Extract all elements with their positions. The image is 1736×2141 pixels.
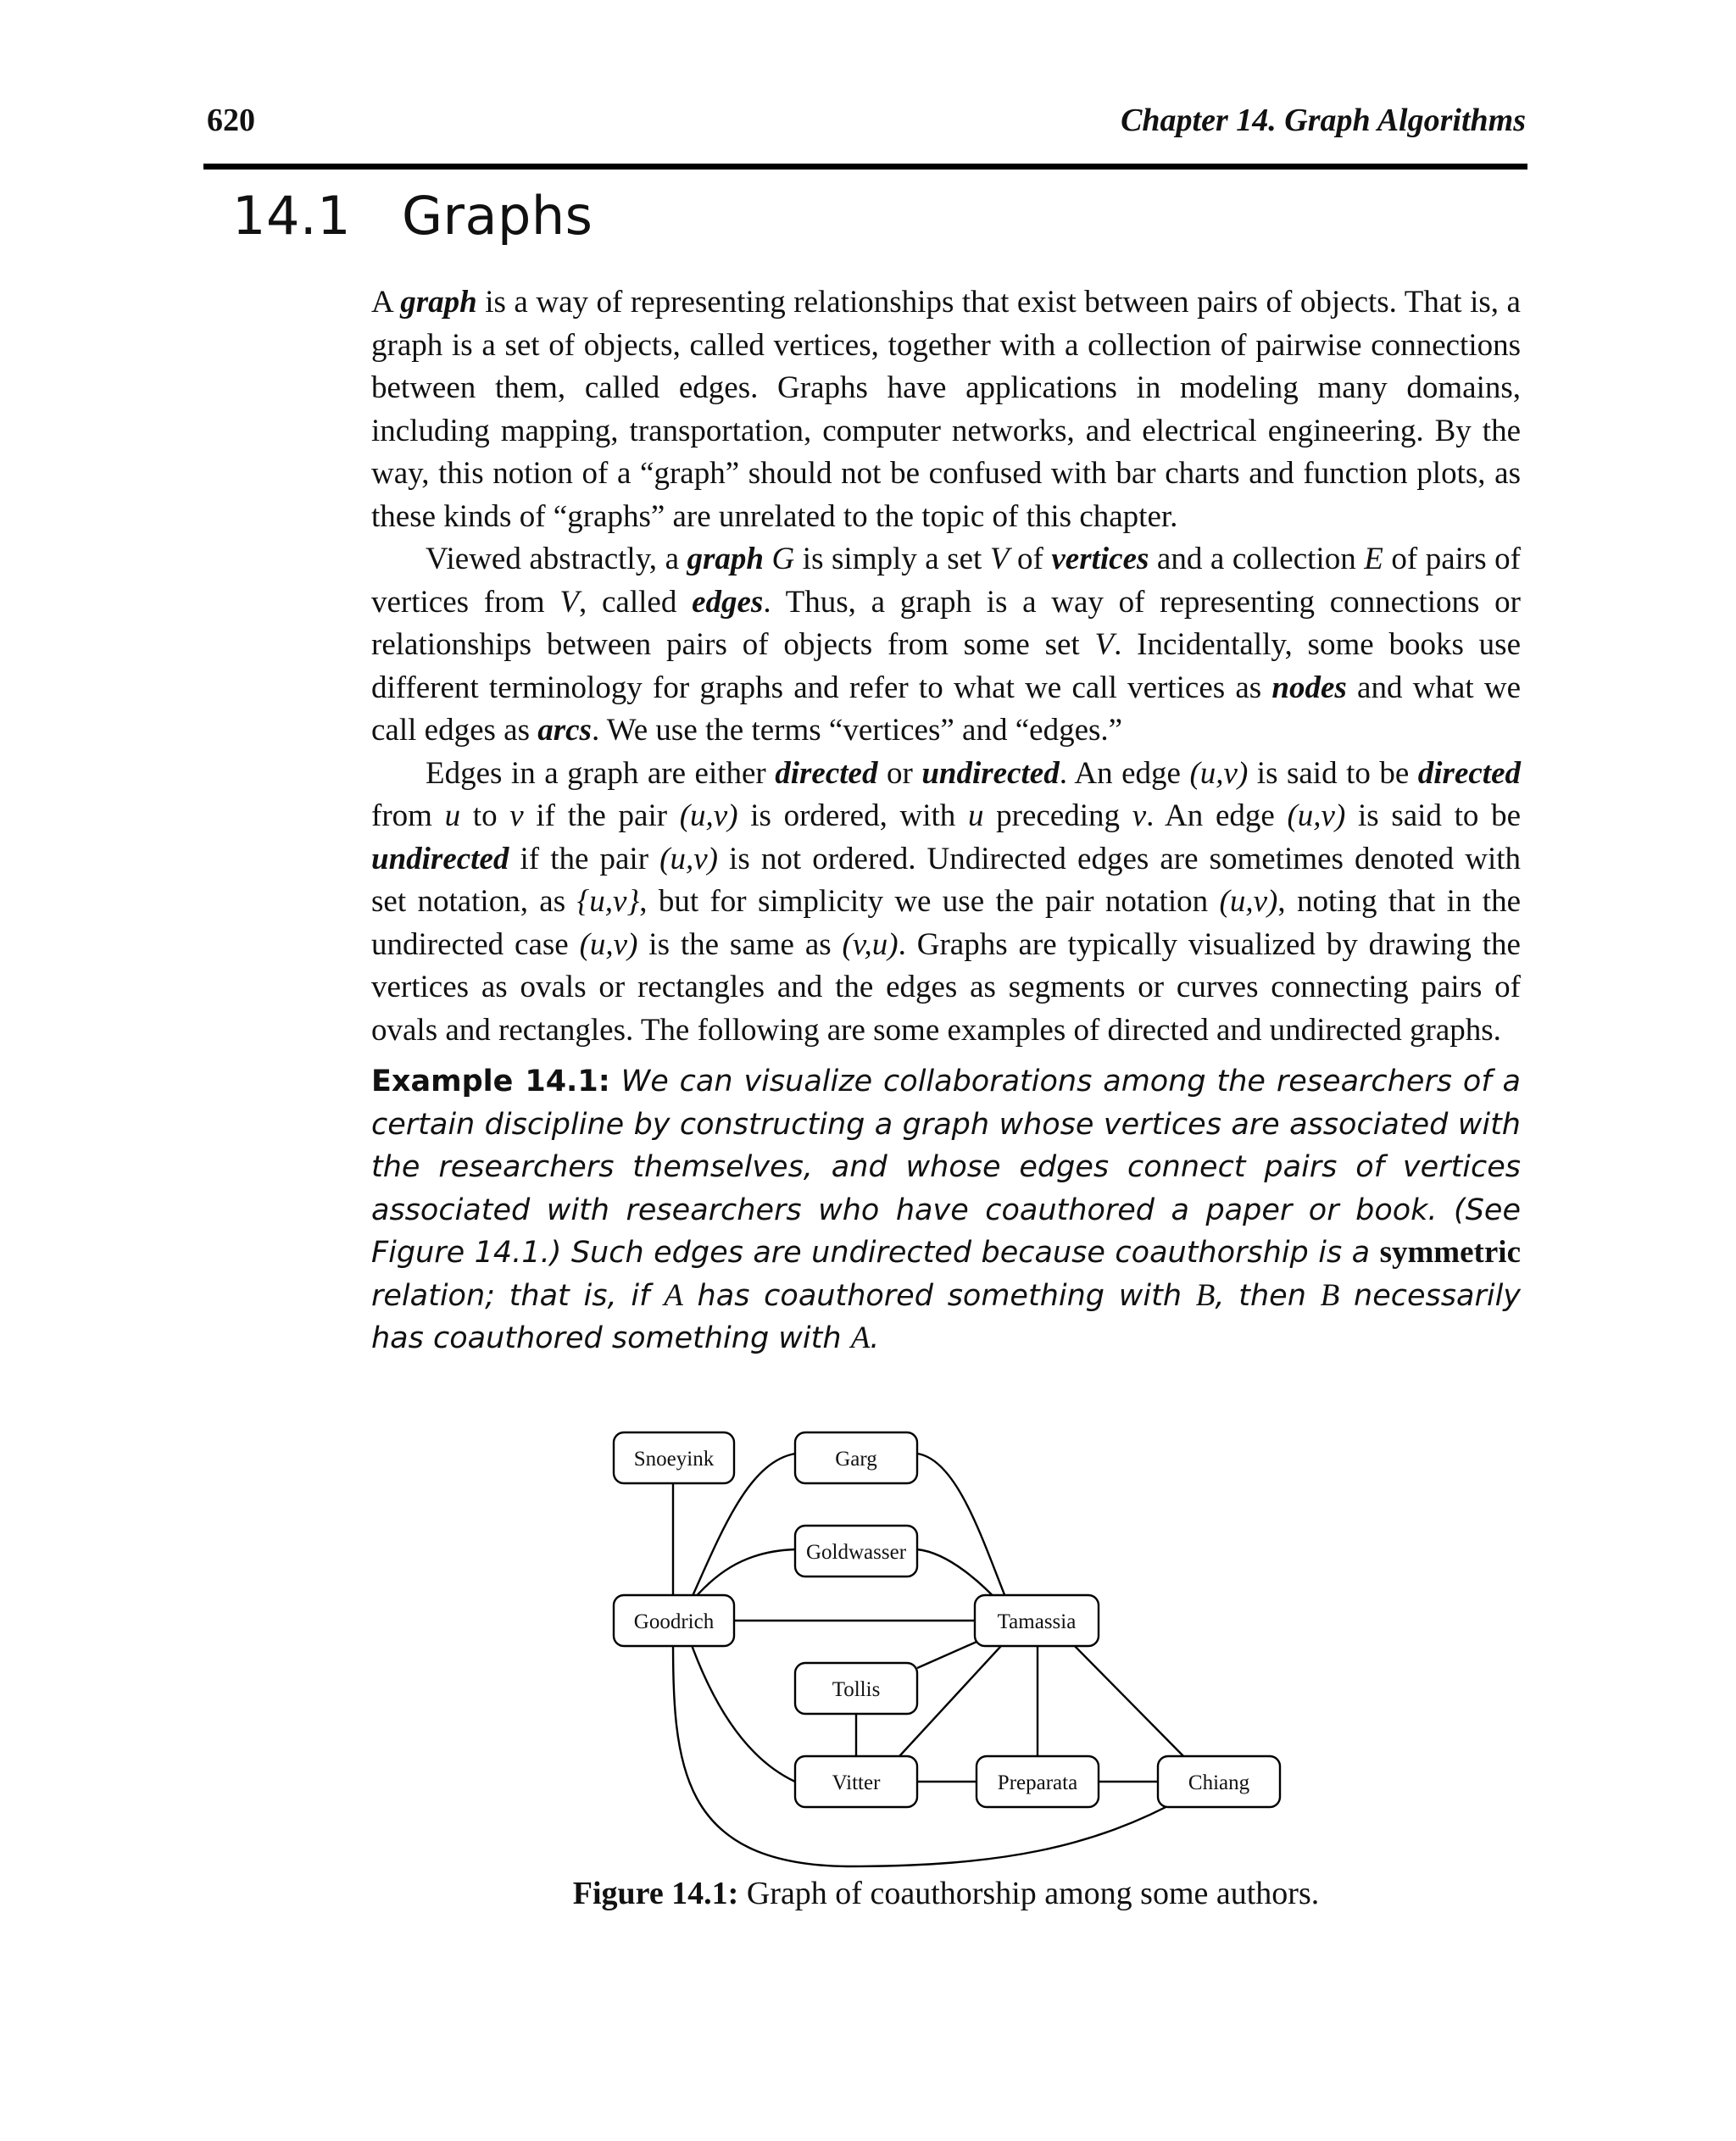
example-label: Example 14.1: [371,1065,610,1098]
body-text [371,281,1521,1360]
text: and what we call edges as [371,670,1521,748]
node-tamassia [975,1595,1099,1646]
text: . An edge [1146,798,1288,833]
node-label: Tamassia [997,1610,1077,1633]
text: . Incidentally, some books use different terminology for graphs and refer to what we call vertices as [371,627,1521,705]
text: . We use the terms “vertices” and “edges.” [591,713,1123,748]
text: of pairs of vertices from [371,542,1521,620]
text: . Graphs are typically visualized by drawing the vertices as ovals or rectangles and the edges as segments or curves connecting pairs of ovals and rectangles. The following are some examples of directed and undirected graphs. [371,926,1521,1048]
text: is simply a set [794,542,990,576]
text: is a way of representing relationships that exist between pairs of objects. That is, a graph is a set of objects, called vertices, together with a collection of pairwise connections between them, called edges. Graphs have applications in modeling many domains, including mapping, transportation, computer networks, and electrical engineering. By the way, this notion of a “graph” should not be confused with bar charts and function plots, as these kinds of “graphs” are unrelated to the topic of this chapter. [371,285,1521,534]
running-header [207,95,1526,146]
running-title: Chapter 14. Graph Algorithms [1121,103,1526,138]
node-label: Goldwasser [805,1541,907,1564]
figure-caption [371,1875,1521,1912]
node-goodrich [614,1595,734,1646]
text: from [371,798,445,833]
math-pair: (u,v) [579,926,638,962]
math-pair: (u,v) [1287,798,1346,833]
math-u: u [444,798,461,833]
math-pair: (u,v) [659,841,718,876]
node-vitter [795,1756,917,1807]
math-pair: (u,v) [679,798,738,833]
math-B: B [1320,1277,1340,1313]
text: We can visualize collaborations among the researchers of a certain discipline by constructing a graph whose vertices are associated with the researchers themselves, and whose edges connect pairs of vertices associated with researchers who have coauthored a paper or book. (See Figure 14.1.) Such edges are undirected because coauthorship is a [371,1065,1522,1270]
math-G: G [771,542,795,576]
text: . An edge [1059,755,1190,791]
math-V: V [559,584,580,620]
math-E: E [1364,542,1383,576]
edge-goodrich-vitter [688,1636,795,1782]
text: or [877,755,922,791]
page-number: 620 [207,103,255,138]
node-label: Vitter [832,1771,881,1794]
term-symmetric: symmetric [1379,1235,1521,1270]
text: relation; that is, if [371,1278,665,1313]
text: , noting that in the undirected case [371,884,1522,962]
section-heading [232,185,593,247]
paragraph-directed-undirected [371,753,1521,1053]
text: preceding [983,798,1132,833]
term-graph: graph [687,542,765,576]
math-A: A [664,1277,683,1313]
coauthorship-graph [509,1407,1322,1882]
term-undirected: undirected [371,841,509,876]
term-nodes: nodes [1271,670,1347,705]
text: if the pair [523,798,680,833]
header-rule [203,164,1527,170]
math-u: u [967,798,984,833]
node-label: Garg [835,1448,877,1471]
math-pair: (u,v) [1189,755,1249,791]
term-graph: graph [400,285,477,320]
node-label: Snoeyink [633,1448,715,1471]
text: is ordered, with [737,798,968,833]
node-label: Tollis [832,1678,881,1701]
text: , called [579,584,693,620]
text: , but for simplicity we use the pair notation [639,884,1220,919]
example-body [371,1065,1521,1355]
text: is the same as [637,926,843,962]
term-undirected: undirected [921,755,1060,791]
text: is said to be [1248,755,1418,791]
text: is not ordered. Undirected edges are sometimes denoted with set notation, as [371,841,1522,919]
paragraph-graph-definition [371,281,1521,538]
caption-label: Figure 14.1: [572,1876,739,1911]
math-v: v [1132,798,1147,833]
math-pair: (v,u) [842,926,899,962]
node-snoeyink [614,1432,734,1483]
text: Edges in a graph are either [426,755,776,791]
math-V: V [989,542,1010,576]
edge-goodrich-chiang [673,1636,1185,1866]
text: of [1009,542,1052,576]
math-v: v [509,798,524,833]
math-B: B [1195,1277,1216,1313]
section-title: Graphs [402,185,593,247]
math-V: V [1094,627,1115,662]
node-label: Chiang [1188,1771,1250,1794]
text: necessarily has coauthored something with [371,1278,1522,1355]
section-number: 14.1 [232,185,352,247]
text: to [460,798,510,833]
text: , then [1215,1278,1321,1313]
term-directed: directed [775,755,878,791]
term-vertices: vertices [1051,542,1149,576]
term-directed: directed [1417,755,1521,791]
math-set: {u,v} [576,884,640,919]
node-tollis [795,1663,917,1714]
node-chiang [1158,1756,1280,1807]
text: is said to be [1345,798,1521,833]
text: . Thus, a graph is a way of representing connections or relationships between pairs of objects from some set [371,584,1521,662]
text: . [870,1321,880,1355]
node-label: Preparata [997,1771,1078,1794]
paragraph-abstract-definition [371,538,1521,753]
text: and a collection [1149,542,1365,576]
text: Viewed abstractly, a [426,542,687,576]
node-preparata [976,1756,1099,1807]
node-label: Goodrich [633,1610,715,1633]
caption-text: Graph of coauthorship among some authors. [738,1876,1320,1911]
math-A: A [850,1321,871,1355]
text: if the pair [509,841,660,876]
edge-tamassia-chiang [1065,1636,1194,1766]
edge-garg-tamassia [917,1454,1009,1605]
text: A [371,285,401,320]
example-14-1 [371,1060,1521,1360]
math-pair: (u,v) [1219,884,1278,919]
coauthorship-graph-figure [509,1407,1322,1882]
node-goldwasser [795,1526,917,1577]
node-garg [795,1432,917,1483]
term-edges: edges [692,584,764,620]
text: has coauthored something with [682,1278,1196,1313]
term-arcs: arcs [537,713,592,748]
